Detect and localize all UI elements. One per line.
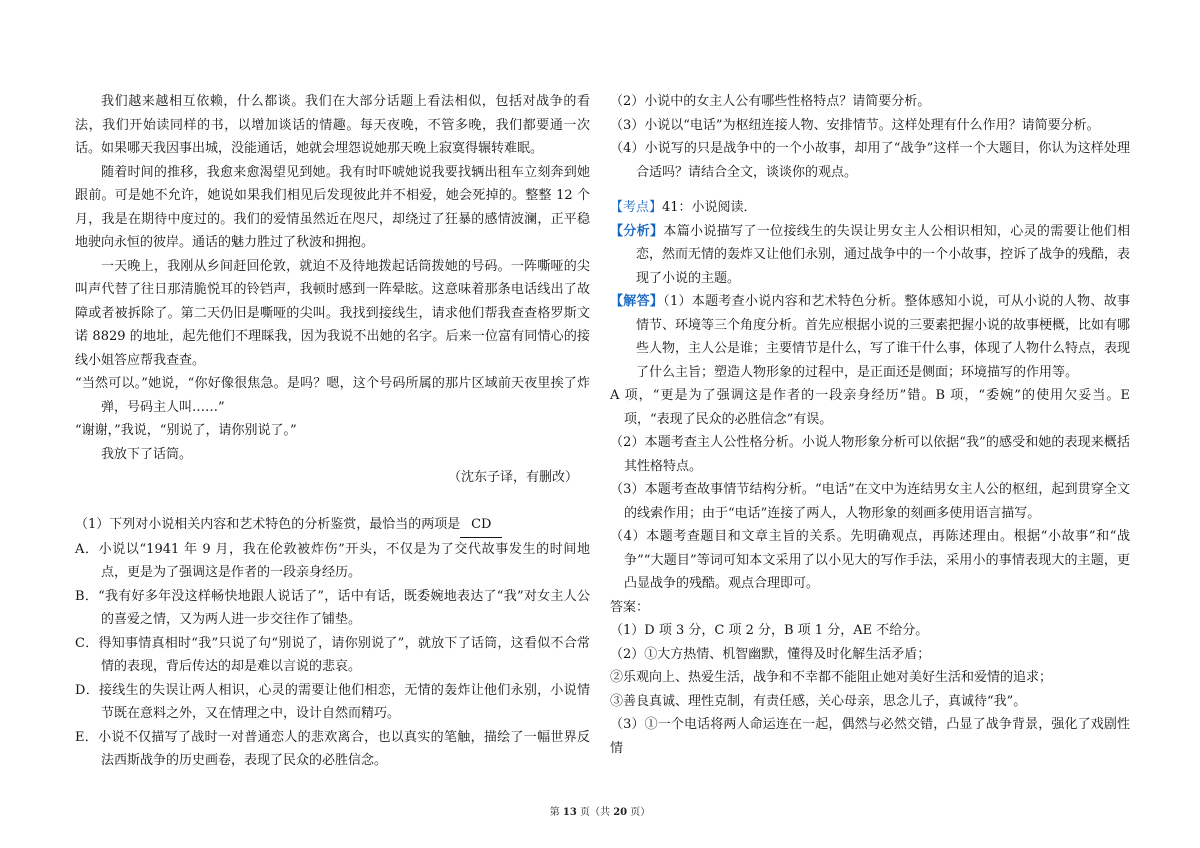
footer-total-pages: 20 (613, 807, 628, 818)
footer-page-number: 13 (562, 807, 577, 818)
answer-heading: 答案： (610, 599, 650, 615)
story-paragraph-1: 我们越来越相互依赖，什么都谈。我们在大部分话题上看法相似，包括对战争的看法，我们开始读同样的书，以增加谈话的情趣。每天夜晚，不管多晚，我们都要通一次话。如果哪天我因事出城，没能通话，她就会埋怨说她那天晚上寂寞得辗转难眠。 (75, 94, 590, 156)
answer-1: （1）D 项 3 分，C 项 2 分，B 项 1 分，AE 不给分。 (610, 623, 929, 638)
jieda-tag: 【解答】 (610, 294, 664, 309)
left-column (75, 90, 590, 773)
analysis-2: （2）本题考查主人公性格分析。小说人物形象分析可以依据“我”的感受和她的表现来概括其性格特点。 (610, 435, 1130, 474)
fenxi-text: 本篇小说描写了一位接线生的失误让男女主人公相识相知，心灵的需要让他们相恋，然而无情的轰炸又让他们永别，通过战争中的一个小故事，控诉了战争的残酷，表现了小说的主题。 (636, 223, 1131, 286)
answer-3: （3）①一个电话将两人命运连在一起，偶然与必然交错，凸显了战争背景，强化了戏剧性情 (610, 717, 1130, 756)
dialog-line-2: “谢谢，”我说，“别说了，请你别说了。” (75, 423, 297, 438)
right-column (610, 90, 1130, 760)
analysis-3: （3）本题考查故事情节结构分析。“电话”在文中为连结男女主人公的枢纽，起到贯穿全文的线索作用；由于“电话”连接了两人，人物形象的刻画多使用语言描写。 (610, 482, 1130, 521)
jieda-text: （1）本题考查小说内容和艺术特色分析。整体感知小说，可从小说的人物、故事情节、环境等三个角度分析。首先应根据小说的三要素把握小说的故事梗概，比如有哪些人物，主人公是谁；主要情节是什么，写了谁干什么事，体现了人物什么特点，表现了什么主旨；塑造人物形象的过程中，是正面还是侧面；环境描写的作用等。 (636, 294, 1131, 380)
story-paragraph-3: 一天晚上，我刚从乡间赶回伦敦，就迫不及待地拨起话筒拨她的号码。一阵嘶哑的尖叫声代替了往日那清脆悦耳的铃铛声，我顿时感到一阵晕眩。这意味着那条电话线出了故障或者被拆除了。第二天仍旧是嘶哑的尖叫。我找到接线生，请求他们帮我查查格罗斯文诺 8829 的地址，起先他们不理睬我，因为我说不出她的名字。后来一位富有同情心的接线小姐答应帮我查查。 (75, 258, 590, 368)
dialog-line-1: “当然可以。”她说，“你好像很焦急。是吗？嗯，这个号码所属的那片区域前天夜里挨了炸弹，号码主人叫……” (75, 376, 590, 415)
footer-middle: 页（共 (580, 807, 610, 818)
option-c: C．得知事情真相时“我”只说了句“别说了，请你别说了”，就放下了话筒，这看似不合常情的表现，背后传达的却是难以言说的悲哀。 (75, 635, 590, 674)
fenxi-tag: 【分析】 (610, 223, 664, 239)
kaodian-section (610, 196, 1130, 220)
story-paragraph-2: 随着时间的推移，我愈来愈渴望见到她。我有时吓唬她说我要找辆出租车立刻奔到她跟前。可是她不允许，她说如果我们相见后发现彼此并不相爱，她会死掉的。整整 12 个月，我是在期待中度过的。我们的爱情虽然近在咫尺，却绕过了狂暴的感情波澜，正平稳地驶向永恒的彼岸。通话的魅力胜过了秋波和拥抱。 (75, 164, 590, 250)
question-4: （4）小说写的只是战争中的一个小故事，却用了“战争”这样一个大题目，你认为这样处理合适吗？请结合全文，谈谈你的观点。 (610, 141, 1130, 180)
spacer (610, 184, 1130, 196)
answer-2-item-3: ③善良真诚、理性克制，有责任感，关心母亲，思念儿子，真诚待“我”。 (610, 693, 1027, 709)
option-d: D．接线生的失误让两人相识，心灵的需要让他们相恋，无情的轰炸让他们永别，小说情节既在意料之外，又在情理之中，设计自然而精巧。 (75, 682, 590, 721)
footer-suffix: 页） (630, 807, 651, 818)
footer-prefix: 第 (549, 807, 560, 818)
option-e: E．小说不仅描写了战时一对普通恋人的悲欢离合，也以真实的笔触，描绘了一幅世界反法西斯战争的历史画卷，表现了民众的必胜信念。 (75, 729, 590, 768)
fenxi-section (610, 220, 1130, 291)
option-b: B．“我有好多年没这样畅快地跟人说话了”，话中有话，既委婉地表达了“我”对女主人公的喜爱之情，又为两人进一步交往作了铺垫。 (75, 588, 590, 627)
analysis-4: （4）本题考查题目和文章主旨的关系。先明确观点，再陈述理由。根据“小故事”和“战争”“大题目”等词可知本文采用了以小见大的写作手法，采用小的事情表现大的主题，更凸显战争的残酷。观点合理即可。 (610, 529, 1130, 591)
source-attribution: （沈东子译，有删改） (447, 470, 578, 485)
question-1 (75, 513, 590, 538)
question-1-text: （1）下列对小说相关内容和艺术特色的分析鉴赏，最恰当的两项是 (75, 517, 461, 532)
question-1-answer: CD (460, 513, 502, 538)
closing-line: 我放下了话筒。 (101, 446, 193, 462)
kaodian-tag: 【考点】 (610, 200, 663, 215)
kaodian-text: 41：小说阅读． (662, 200, 757, 215)
analysis-a: A 项，“更是为了强调这是作者的一段亲身经历”错。B 项，“委婉”的使用欠妥当。E 项，“表现了民众的必胜信念”有误。 (610, 388, 1130, 427)
option-a: A．小说以“1941 年 9 月，我在伦敦被炸伤”开头，不仅是为了交代故事发生的时间地点，更是为了强调这是作者的一段亲身经历。 (75, 541, 590, 580)
page-footer (0, 803, 1200, 818)
answer-2: （2）①大方热情、机智幽默，懂得及时化解生活矛盾； (610, 646, 931, 662)
question-3: （3）小说以“电话”为枢纽连接人物、安排情节。这样处理有什么作用？请简要分析。 (610, 117, 1100, 133)
answer-2-item-2: ②乐观向上、热爱生活，战争和不幸都不能阻止她对美好生活和爱情的追求； (610, 670, 1053, 685)
jieda-section (610, 290, 1130, 384)
question-2: （2）小说中的女主人公有哪些性格特点？请简要分析。 (610, 94, 931, 109)
spacer (75, 490, 590, 514)
